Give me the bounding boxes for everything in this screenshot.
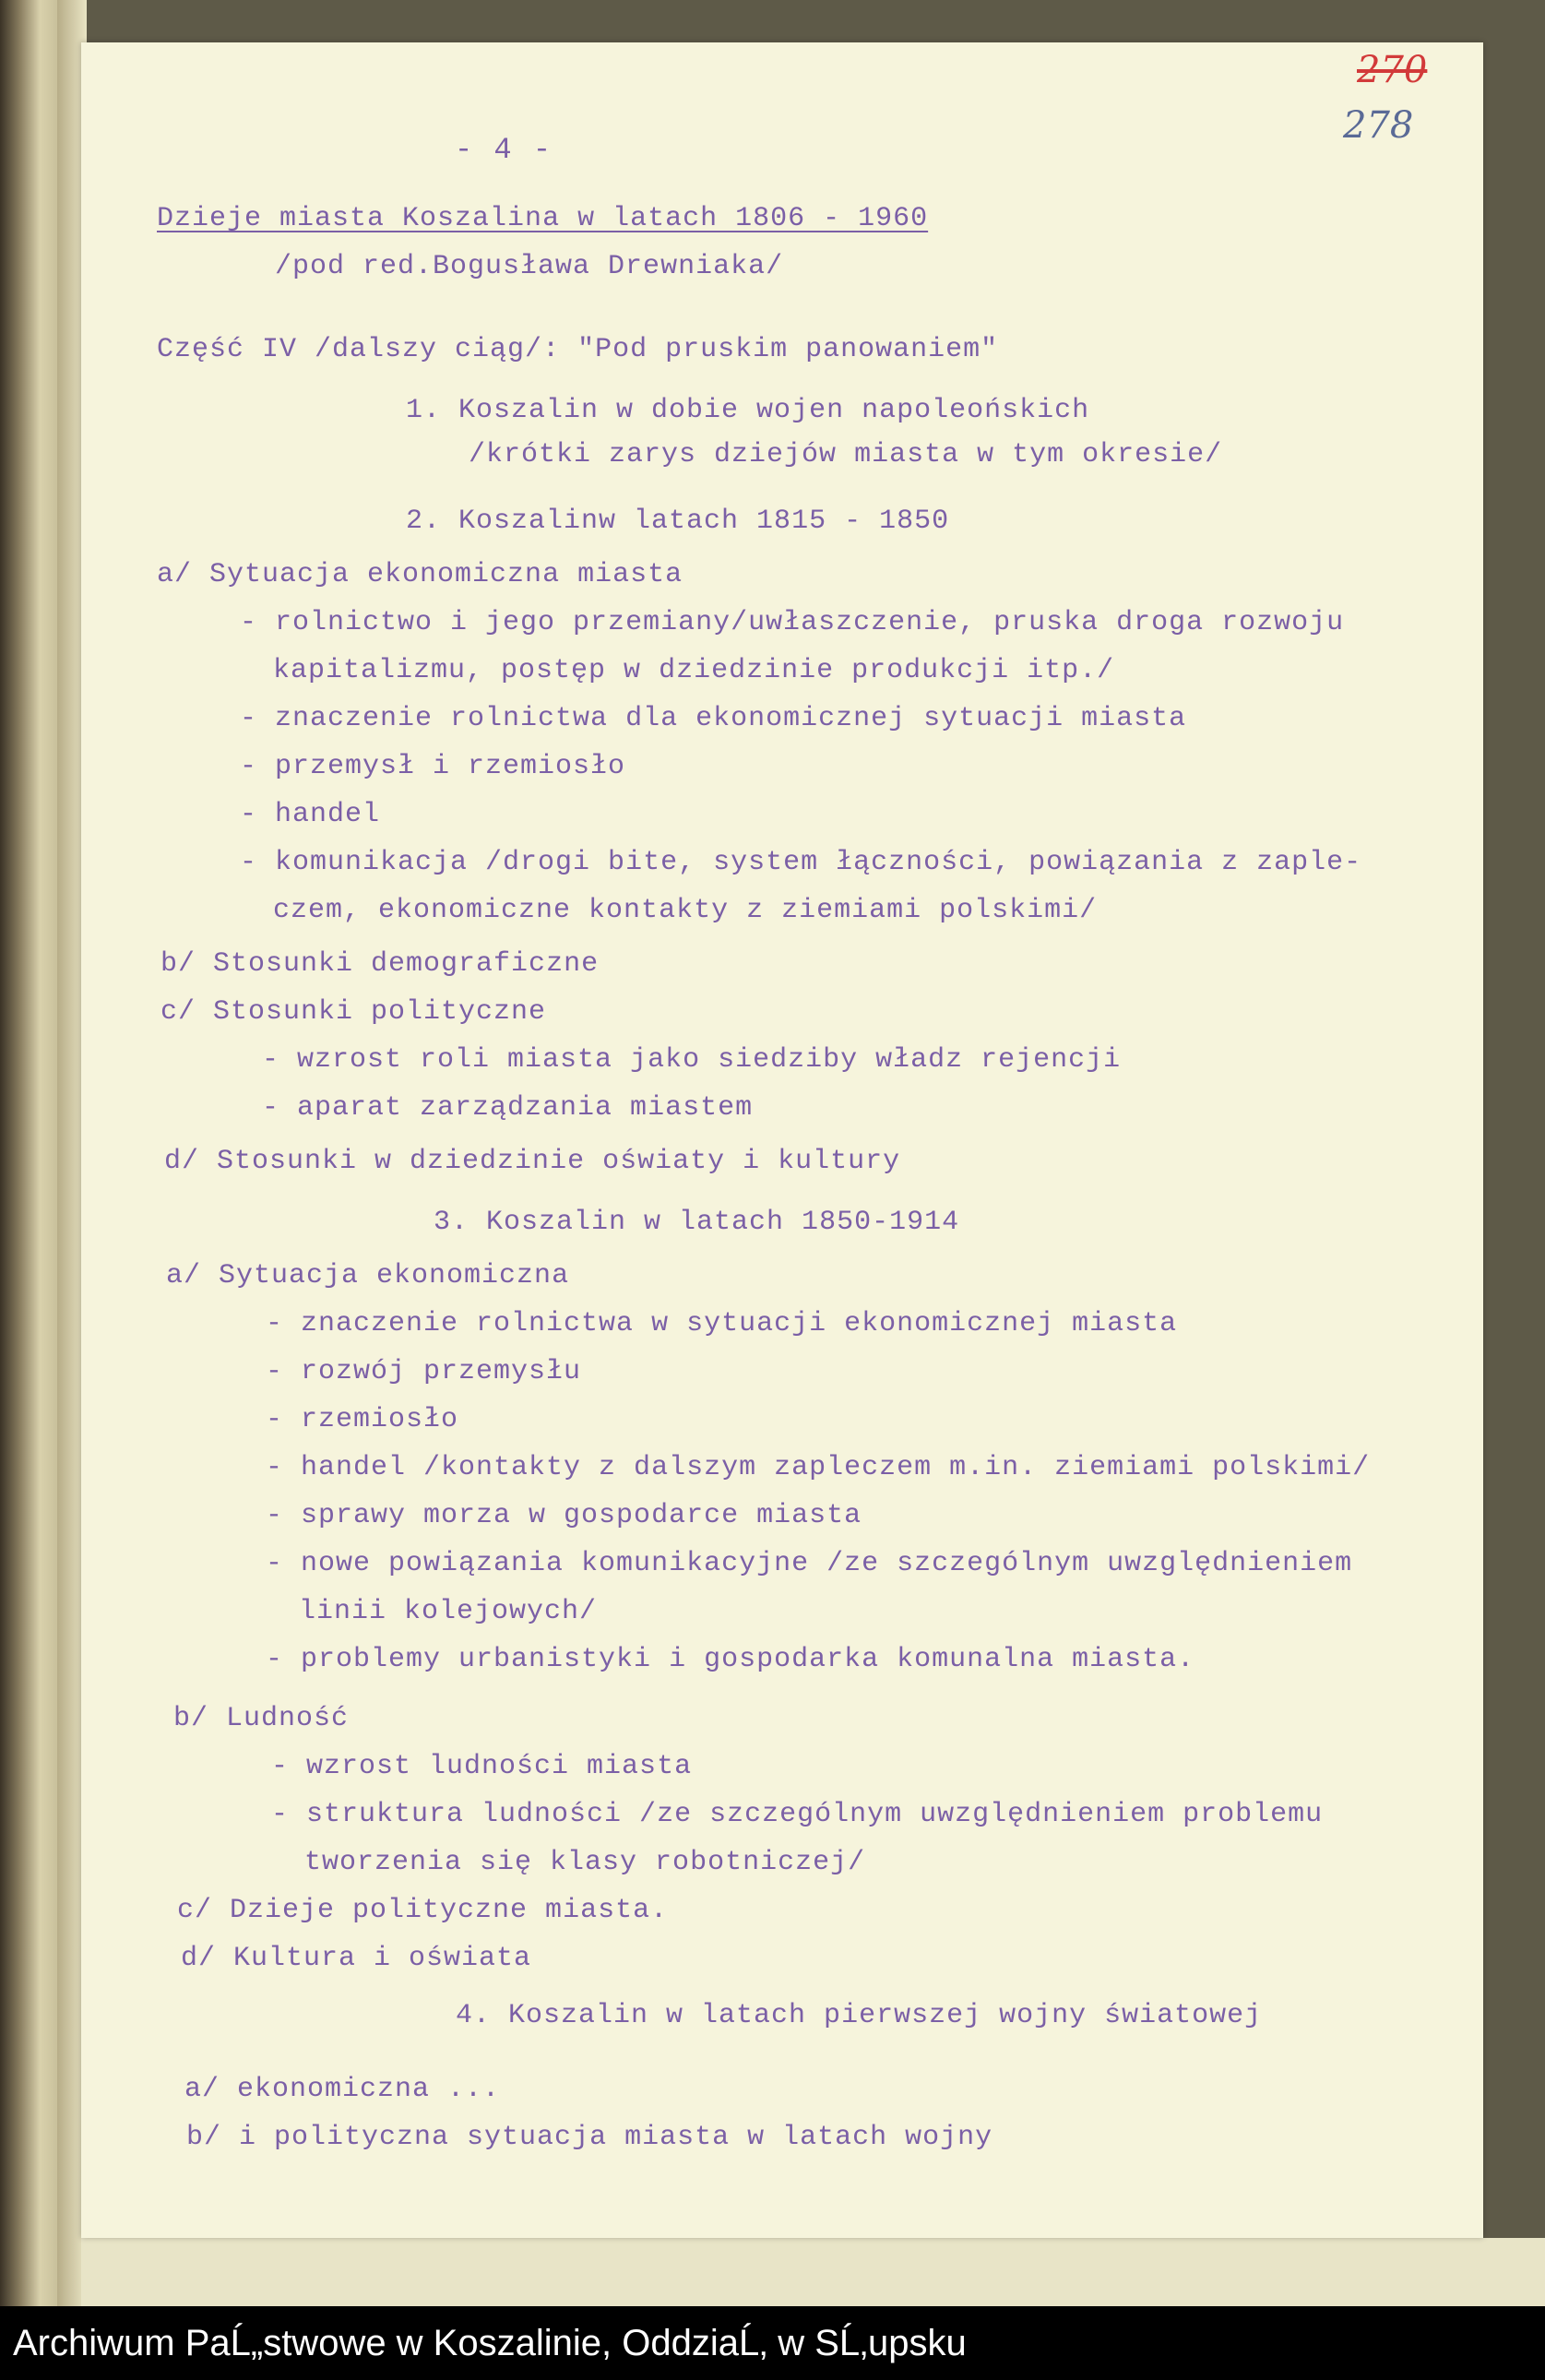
list-item: - problemy urbanistyki i gospodarka komunalna miasta. (266, 1644, 1195, 1675)
section-3-heading: 3. Koszalin w latach 1850-1914 (434, 1207, 960, 1238)
list-item: - rolnictwo i jego przemiany/uwłaszczenie, pruska droga rozwoju (240, 607, 1345, 638)
section-3-a: a/ Sytuacja ekonomiczna (166, 1260, 570, 1291)
list-item: - przemysł i rzemiosło (240, 751, 626, 782)
list-item: kapitalizmu, postęp w dziedzinie produkcji itp./ (273, 655, 1115, 686)
archive-footer (0, 2306, 1545, 2380)
section-4-b: b/ i polityczna sytuacja miasta w latach wojny (186, 2122, 993, 2153)
book-spine (0, 0, 57, 2306)
section-3-d: d/ Kultura i oświata (181, 1943, 532, 1974)
underlying-page (81, 2238, 1545, 2306)
list-item: - rzemiosło (266, 1404, 459, 1435)
page-number: - 4 - (455, 133, 553, 167)
section-2-b: b/ Stosunki demograficzne (160, 948, 600, 980)
list-item: - wzrost roli miasta jako siedziby władz rejencji (262, 1044, 1122, 1076)
list-item: linii kolejowych/ (299, 1596, 598, 1627)
section-1-heading: 1. Koszalin w dobie wojen napoleońskich (406, 395, 1090, 426)
section-2-a: a/ Sytuacja ekonomiczna miasta (157, 559, 683, 590)
section-2-c: c/ Stosunki polityczne (160, 996, 547, 1028)
list-item: - handel (240, 799, 381, 830)
list-item: - aparat zarządzania miastem (262, 1092, 754, 1124)
list-item: - znaczenie rolnictwa w sytuacji ekonomicznej miasta (266, 1308, 1178, 1339)
folio-number: 278 (1343, 104, 1414, 147)
list-item: - struktura ludności /ze szczególnym uwzględnieniem problemu (271, 1799, 1324, 1830)
section-4-heading: 4. Koszalin w latach pierwszej wojny światowej (456, 2000, 1263, 2031)
list-item: tworzenia się klasy robotniczej/ (304, 1847, 866, 1878)
section-1-subheading: /krótki zarys dziejów miasta w tym okresie/ (469, 439, 1223, 470)
list-item: - znaczenie rolnictwa dla ekonomicznej sytuacji miasta (240, 703, 1187, 734)
document-title: Dzieje miasta Koszalina w latach 1806 - 1960 (157, 203, 929, 234)
list-item: - wzrost ludności miasta (271, 1751, 693, 1782)
section-3-c: c/ Dzieje polityczne miasta. (177, 1895, 669, 1926)
editor-line: /pod red.Bogusława Drewniaka/ (275, 251, 784, 282)
list-item: czem, ekonomiczne kontakty z ziemiami polskimi/ (273, 895, 1098, 926)
section-2-d: d/ Stosunki w dziedzinie oświaty i kultury (164, 1146, 901, 1177)
section-4-a: a/ ekonomiczna ... (184, 2074, 501, 2105)
section-2-heading: 2. Koszalinw latach 1815 - 1850 (406, 506, 950, 537)
list-item: - sprawy morza w gospodarce miasta (266, 1500, 862, 1531)
list-item: - handel /kontakty z dalszym zapleczem m.in. ziemiami polskimi/ (266, 1452, 1371, 1483)
archive-footer-text: Archiwum PaĹ„stwowe w Koszalinie, OddziaĹ‚ w SĹ‚upsku (13, 2323, 967, 2363)
list-item: - rozwój przemysłu (266, 1356, 582, 1387)
folio-number-crossed: 270 (1357, 49, 1428, 91)
document-page (81, 42, 1483, 2238)
section-3-b: b/ Ludność (173, 1703, 350, 1734)
list-item: - komunikacja /drogi bite, system łączności, powiązania z zaple- (240, 847, 1362, 878)
part-heading: Część IV /dalszy ciąg/: "Pod pruskim panowaniem" (157, 334, 999, 365)
list-item: - nowe powiązania komunikacyjne /ze szczególnym uwzględnieniem (266, 1548, 1353, 1579)
